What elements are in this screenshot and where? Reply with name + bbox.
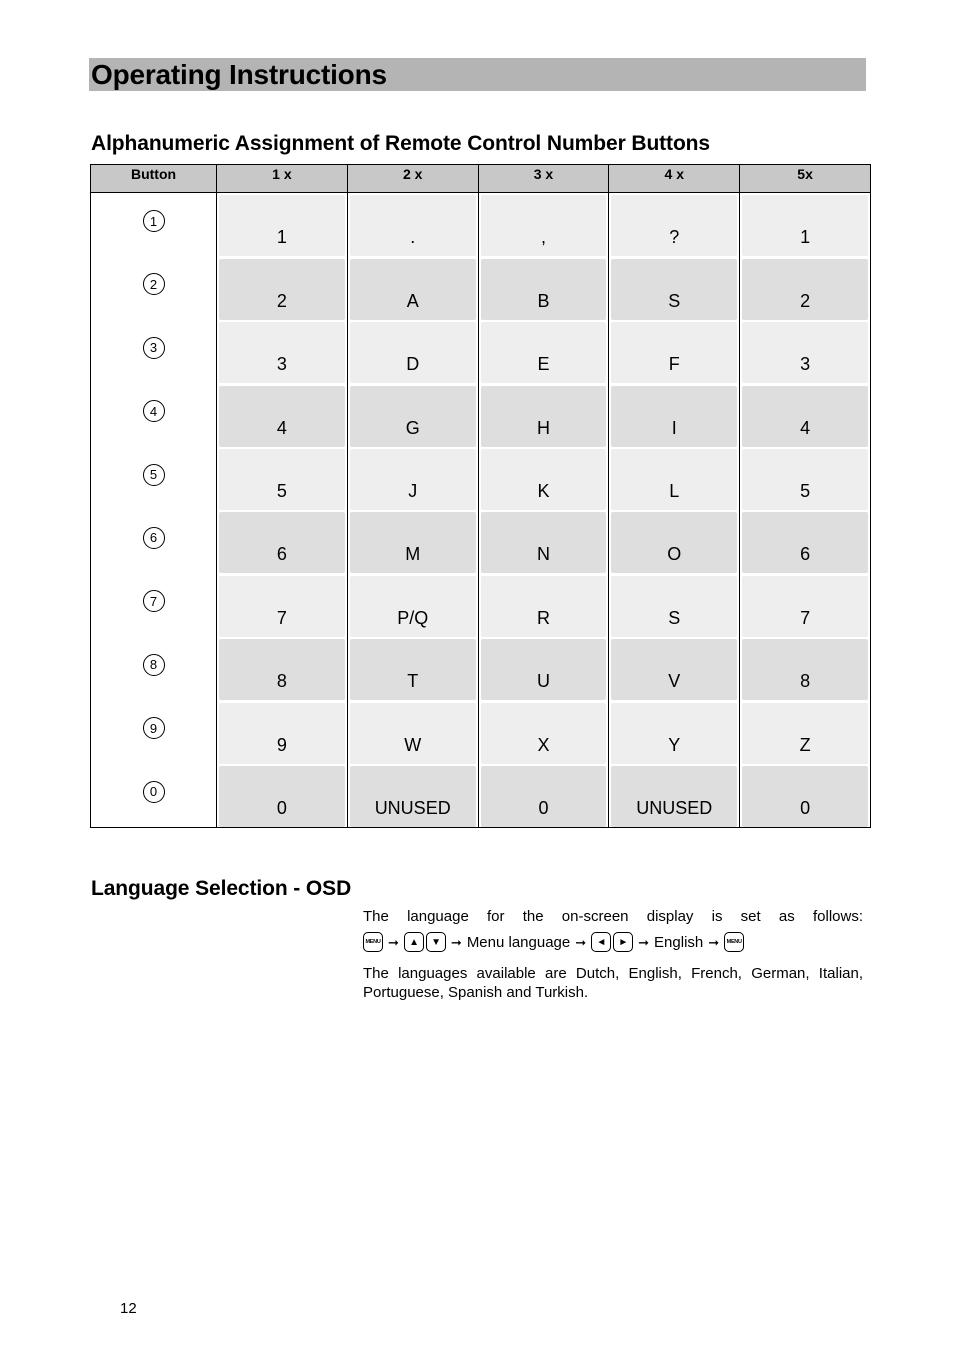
table-cell: 2 — [217, 256, 348, 319]
arrow-right-icon: ➞ — [388, 934, 399, 950]
circled-number-icon: 3 — [143, 337, 165, 359]
table-cell: B — [478, 256, 609, 319]
table-cell: 7 — [217, 573, 348, 636]
table-cell: F — [609, 320, 740, 383]
table-cell: 8 — [740, 637, 871, 700]
table-cell: 1 — [217, 193, 348, 257]
table-cell: T — [347, 637, 478, 700]
table-cell: E — [478, 320, 609, 383]
circled-number-icon: 8 — [143, 654, 165, 676]
english-step: English — [654, 933, 704, 951]
table-cell: . — [347, 193, 478, 257]
language-key-sequence — [363, 932, 863, 952]
down-key-icon: ▼ — [426, 932, 446, 952]
table-header-row — [91, 165, 871, 193]
button-cell — [91, 256, 217, 319]
table-cell: U — [478, 637, 609, 700]
table-row — [91, 320, 871, 383]
table-cell: 0 — [740, 764, 871, 828]
circled-number-icon: 5 — [143, 464, 165, 486]
menu-language-step: Menu language — [466, 933, 571, 951]
left-key-icon: ◄ — [591, 932, 611, 952]
table-cell: 5 — [217, 447, 348, 510]
table-cell: P/Q — [347, 573, 478, 636]
column-header-1x: 1 x — [217, 165, 348, 193]
table-cell: Y — [609, 700, 740, 763]
table-cell: S — [609, 256, 740, 319]
table-cell: H — [478, 383, 609, 446]
circled-number-icon: 7 — [143, 590, 165, 612]
table-cell: 6 — [740, 510, 871, 573]
table-cell: 0 — [217, 764, 348, 828]
language-section-title: Language Selection - OSD — [91, 877, 352, 900]
table-cell: ? — [609, 193, 740, 257]
table-cell: I — [609, 383, 740, 446]
circled-number-icon: 4 — [143, 400, 165, 422]
arrow-right-icon: ➞ — [450, 934, 462, 950]
table-cell: S — [609, 573, 740, 636]
button-cell — [91, 193, 217, 257]
table-cell: L — [609, 447, 740, 510]
table-cell: 3 — [217, 320, 348, 383]
table-row — [91, 510, 871, 573]
table-cell: 2 — [740, 256, 871, 319]
table-cell: UNUSED — [609, 764, 740, 828]
circled-number-icon: 6 — [143, 527, 165, 549]
circled-number-icon: 0 — [143, 781, 165, 803]
table-row — [91, 193, 871, 257]
table-cell: , — [478, 193, 609, 257]
table-row — [91, 637, 871, 700]
table-cell: V — [609, 637, 740, 700]
table-row — [91, 256, 871, 319]
table-cell: 7 — [740, 573, 871, 636]
table-cell: M — [347, 510, 478, 573]
column-header-3x: 3 x — [478, 165, 609, 193]
language-intro-text: The language for the on-screen display is set as follows: — [363, 908, 863, 925]
table-row — [91, 383, 871, 446]
table-cell: 9 — [217, 700, 348, 763]
table-cell: J — [347, 447, 478, 510]
page-number: 12 — [120, 1300, 137, 1317]
table-cell: 4 — [217, 383, 348, 446]
table-cell: R — [478, 573, 609, 636]
table-cell: 1 — [740, 193, 871, 257]
table-cell: Z — [740, 700, 871, 763]
button-cell — [91, 510, 217, 573]
assignment-table — [90, 164, 871, 828]
left-right-keys — [591, 932, 633, 952]
button-cell — [91, 320, 217, 383]
table-cell: K — [478, 447, 609, 510]
table-cell: 5 — [740, 447, 871, 510]
table-cell: O — [609, 510, 740, 573]
button-cell — [91, 447, 217, 510]
table-cell: 6 — [217, 510, 348, 573]
table-cell: A — [347, 256, 478, 319]
circled-number-icon: 9 — [143, 717, 165, 739]
table-cell: G — [347, 383, 478, 446]
up-down-keys — [404, 932, 446, 952]
up-key-icon: ▲ — [404, 932, 424, 952]
button-cell — [91, 700, 217, 763]
languages-available-text: The languages available are Dutch, English, French, German, Italian, Portuguese, Spanish and Turkish. — [363, 965, 863, 1001]
button-cell — [91, 637, 217, 700]
page-title: Operating Instructions — [91, 59, 387, 90]
table-cell: UNUSED — [347, 764, 478, 828]
table-row — [91, 573, 871, 636]
button-cell — [91, 573, 217, 636]
button-cell — [91, 383, 217, 446]
column-header-4x: 4 x — [609, 165, 740, 193]
column-header-2x: 2 x — [347, 165, 478, 193]
table-row — [91, 764, 871, 828]
table-row — [91, 447, 871, 510]
table-cell: 4 — [740, 383, 871, 446]
menu-key-icon: MENU — [724, 932, 744, 952]
arrow-right-icon: ➞ — [638, 934, 650, 950]
menu-key-icon: MENU — [363, 932, 383, 952]
arrow-right-icon: ➞ — [575, 934, 587, 950]
button-cell — [91, 764, 217, 828]
table-cell: X — [478, 700, 609, 763]
arrow-right-icon: ➞ — [708, 934, 720, 950]
circled-number-icon: 1 — [143, 210, 165, 232]
table-section-title: Alphanumeric Assignment of Remote Control Number Buttons — [91, 132, 710, 155]
table-cell: D — [347, 320, 478, 383]
header-bar — [89, 58, 866, 91]
column-header-button: Button — [91, 165, 217, 193]
table-cell: N — [478, 510, 609, 573]
table-cell: 0 — [478, 764, 609, 828]
circled-number-icon: 2 — [143, 273, 165, 295]
right-key-icon: ► — [613, 932, 633, 952]
table-cell: W — [347, 700, 478, 763]
table-cell: 8 — [217, 637, 348, 700]
table-cell: 3 — [740, 320, 871, 383]
table-row — [91, 700, 871, 763]
column-header-5x: 5x — [740, 165, 871, 193]
